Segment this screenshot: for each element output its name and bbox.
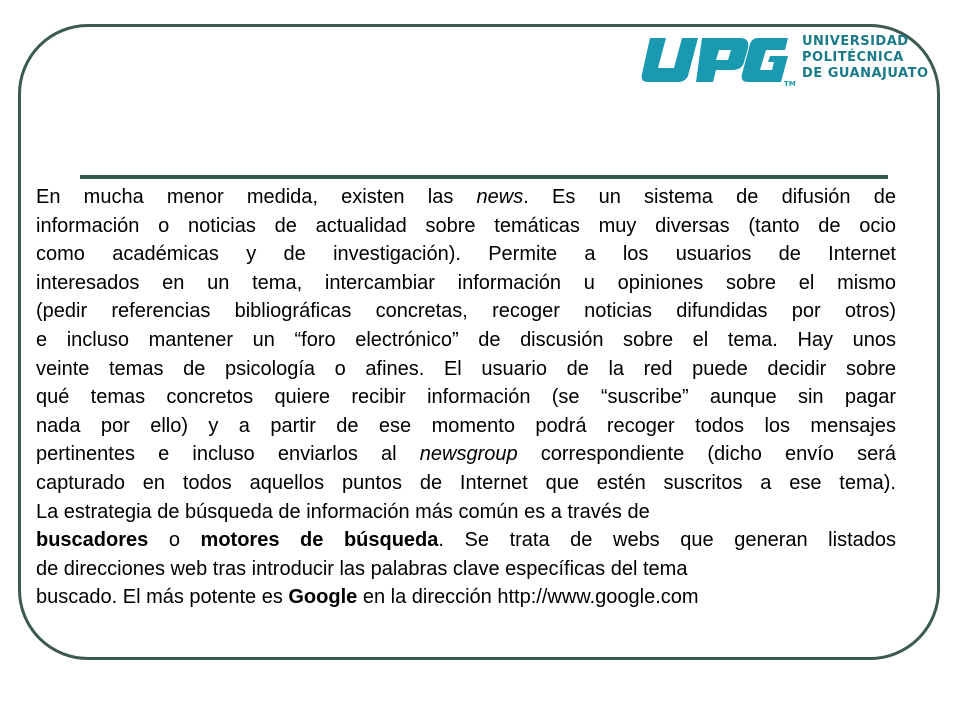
text-line: buscadores o motores de búsqueda. Se trata de webs que generan listados <box>36 529 896 552</box>
text-line: capturado en todos aquellos puntos de Internet que estén suscritos a ese tema). <box>36 471 896 494</box>
logo-line-2: POLITÉCNICA <box>802 50 904 65</box>
text-line: pertinentes e incluso enviarlos al newsgroup correspondiente (dicho envío será <box>36 443 896 466</box>
university-logo <box>636 30 940 90</box>
bold-buscadores: buscadores <box>36 529 149 552</box>
text-line: información o noticias de actualidad sobre temáticas muy diversas (tanto de ocio <box>36 214 896 237</box>
logo-line-3: DE GUANAJUATO <box>802 66 929 81</box>
text-line: de direcciones web tras introducir las palabras clave específicas del tema <box>36 557 688 580</box>
text-line: e incluso mantener un “foro electrónico” de discusión sobre el tema. Hay unos <box>36 328 896 351</box>
text-line: qué temas concretos quiere recibir información (se “suscribe” aunque sin pagar <box>36 386 896 409</box>
text-line: como académicas y de investigación). Permite a los usuarios de Internet <box>36 243 896 266</box>
body-paragraph <box>36 183 896 612</box>
text-line: La estrategia de búsqueda de información más común es a través de <box>36 500 650 523</box>
emphasis-news: news <box>476 186 524 208</box>
text-line: (pedir referencias bibliográficas concretas, recoger noticias difundidas por otros) <box>36 300 896 323</box>
text-line: interesados en un tema, intercambiar información u opiniones sobre el mismo <box>36 271 896 294</box>
text-line: buscado. El más potente es Google en la dirección http://www.google.com <box>36 586 699 609</box>
emphasis-newsgroup: newsgroup <box>419 443 518 466</box>
text-line: nada por ello) y a partir de ese momento podrá recoger todos los mensajes <box>36 414 896 437</box>
svg-text:TM: TM <box>784 80 796 88</box>
bold-motores: motores de búsqueda <box>200 529 439 552</box>
bold-google: Google <box>288 586 358 609</box>
university-name <box>802 34 929 82</box>
text-line: En mucha menor medida, existen las news. Es un sistema de difusión de <box>36 186 896 208</box>
title-rule <box>80 175 888 179</box>
text-line: veinte temas de psicología o afines. El usuario de la red puede decidir sobre <box>36 357 896 380</box>
upg-logo-mark <box>636 30 796 90</box>
logo-line-1: UNIVERSIDAD <box>802 34 909 49</box>
